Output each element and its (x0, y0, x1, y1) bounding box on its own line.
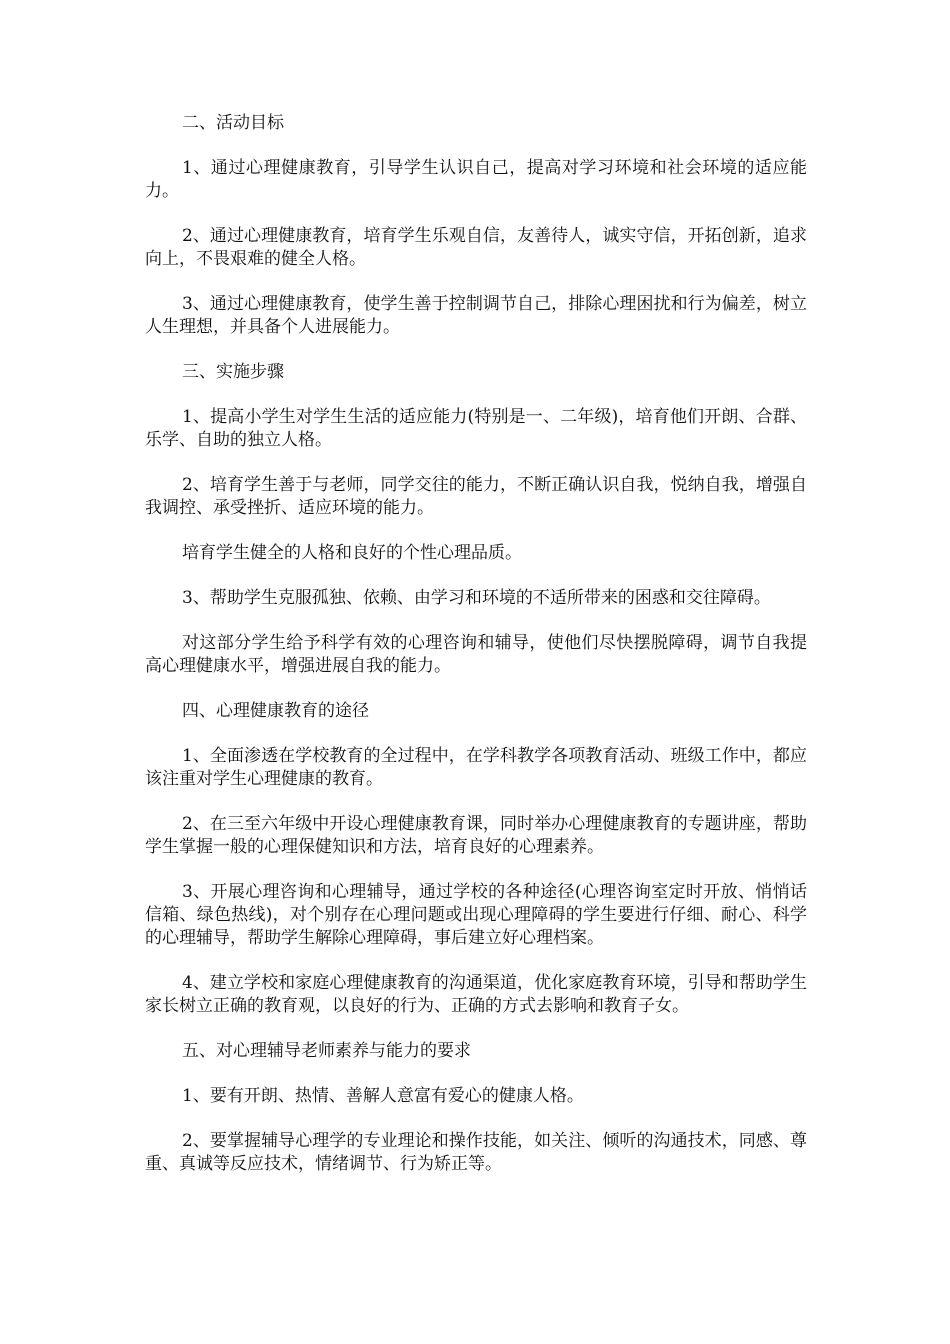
paragraph: 对这部分学生给予科学有效的心理咨询和辅导，使他们尽快摆脱障碍，调节自我提高心理健康水平，增强进展自我的能力。 (145, 633, 807, 676)
section-heading: 四、心理健康教育的途径 (182, 701, 369, 721)
section-heading: 五、对心理辅导老师素养与能力的要求 (182, 1041, 471, 1061)
paragraph: 3、通过心理健康教育，使学生善于控制调节自己，排除心理困扰和行为偏差，树立人生理想，并具备个人进展能力。 (145, 294, 807, 337)
paragraph: 2、培育学生善于与老师，同学交往的能力，不断正确认识自我，悦纳自我，增强自我调控、承受挫折、适应环境的能力。 (145, 475, 807, 518)
paragraph: 2、通过心理健康教育，培育学生乐观自信，友善待人，诚实守信，开拓创新，追求向上，不畏艰难的健全人格。 (145, 226, 807, 269)
paragraph: 3、帮助学生克服孤独、依赖、由学习和环境的不适所带来的困惑和交往障碍。 (182, 588, 771, 608)
paragraph: 培育学生健全的人格和良好的个性心理品质。 (182, 543, 522, 563)
paragraph: 1、提高小学生对学生生活的适应能力(特别是一、二年级)，培育他们开朗、合群、乐学、自助的独立人格。 (145, 407, 807, 450)
paragraph: 3、开展心理咨询和心理辅导，通过学校的各种途径(心理咨询室定时开放、悄悄话信箱、绿色热线)，对个别存在心理问题或出现心理障碍的学生要进行仔细、耐心、科学的心理辅导，帮助学生解除心理障碍，事后建立好心理档案。 (145, 882, 807, 948)
paragraph: 2、要掌握辅导心理学的专业理论和操作技能，如关注、倾听的沟通技术，同感、尊重、真诚等反应技术，情绪调节、行为矫正等。 (145, 1131, 807, 1174)
paragraph: 1、通过心理健康教育，引导学生认识自己，提高对学习环境和社会环境的适应能力。 (145, 158, 807, 201)
paragraph: 2、在三至六年级中开设心理健康教育课，同时举办心理健康教育的专题讲座，帮助学生掌握一般的心理保健知识和方法，培育良好的心理素养。 (145, 814, 807, 857)
paragraph: 1、要有开朗、热情、善解人意富有爱心的健康人格。 (182, 1086, 584, 1106)
document-body (145, 112, 807, 1198)
paragraph: 1、全面渗透在学校教育的全过程中，在学科教学各项教育活动、班级工作中，都应该注重对学生心理健康的教育。 (145, 746, 807, 789)
section-heading: 三、实施步骤 (182, 362, 284, 382)
paragraph: 4、建立学校和家庭心理健康教育的沟通渠道，优化家庭教育环境，引导和帮助学生家长树立正确的教育观，以良好的行为、正确的方式去影响和教育子女。 (145, 973, 807, 1016)
section-heading: 二、活动目标 (182, 113, 284, 133)
